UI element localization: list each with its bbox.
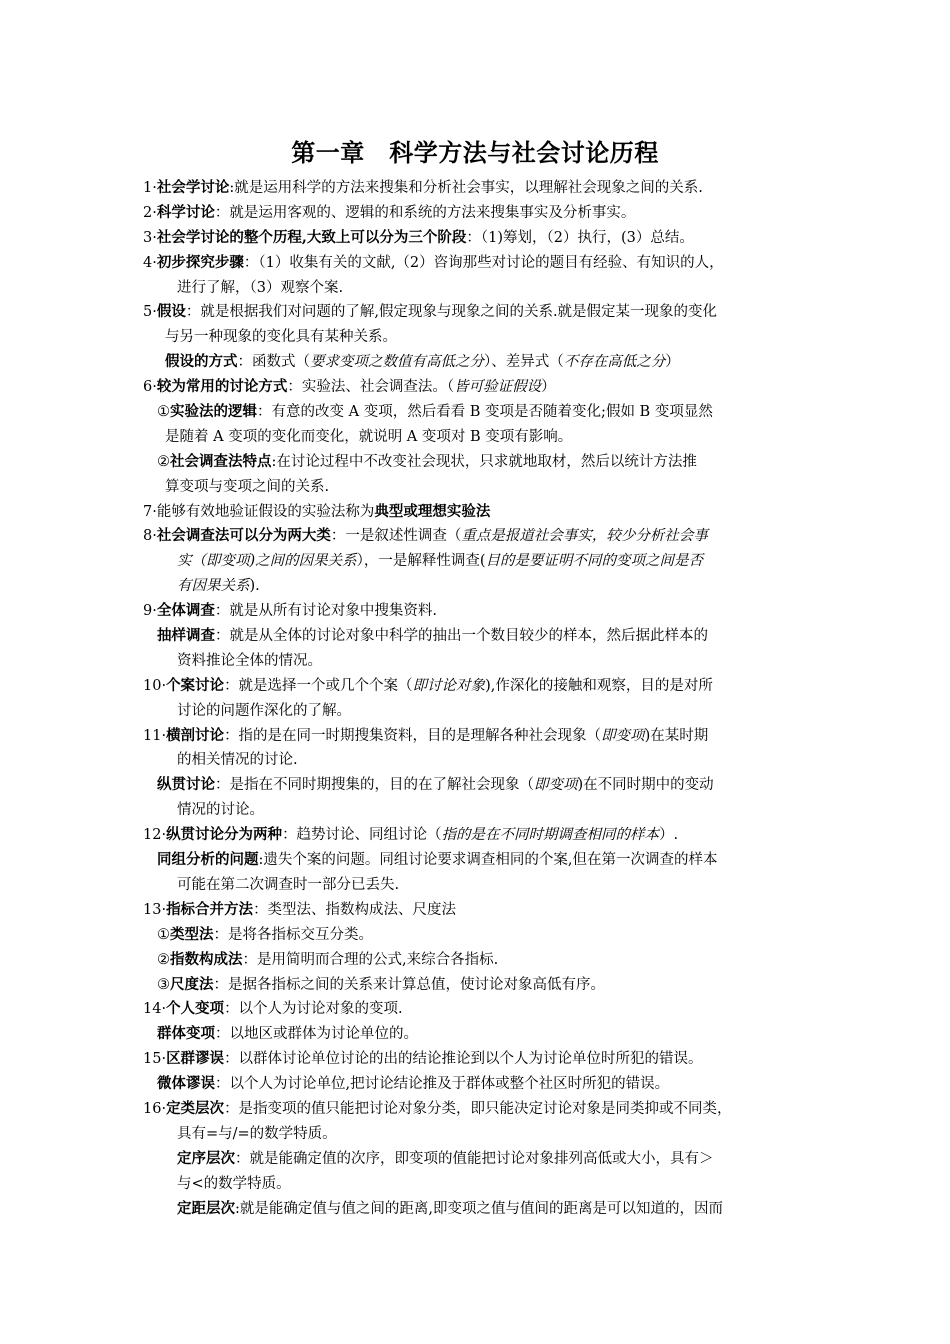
term-label: 指数构成法 <box>170 950 243 968</box>
text-line <box>143 450 823 475</box>
text-line <box>143 798 823 823</box>
text-span: ：实验法、社会调查法。（ <box>287 379 455 396</box>
text-span: ② <box>157 951 170 968</box>
text-span: )在某时期 <box>644 727 709 744</box>
text-line <box>143 425 823 450</box>
text-line <box>143 674 823 699</box>
note-text: 不存在高低之分 <box>563 354 666 371</box>
text-line <box>143 226 823 251</box>
text-line <box>143 1197 823 1222</box>
text-line <box>143 375 823 400</box>
note-text: 即讨论对象 <box>412 677 486 694</box>
text-span: 13· <box>143 901 167 918</box>
text-line <box>143 176 823 201</box>
term-label: 纵贯讨论分为两种 <box>166 826 283 844</box>
text-span: 7·能够有效地验证假设的实验法称为 <box>143 503 375 520</box>
text-line <box>143 773 823 798</box>
term-label: 定距层次 <box>177 1199 235 1217</box>
text-span: ：（1）收集有关的文献,（2）咨询那些对讨论的题目有经验、有知识的人， <box>243 254 724 271</box>
text-span: :就是运用科学的方法来搜集和分析社会事实，以理解社会现象之间的关系. <box>229 180 703 196</box>
text-span: ③ <box>157 976 170 993</box>
note-text: 实（即变项)之间的因果关系 <box>177 553 357 570</box>
note-text: 指的是在不同时期调查相同的样本 <box>441 827 660 844</box>
text-span: ：以地区或群体为讨论单位的。 <box>215 1026 418 1043</box>
note-text: 即变项 <box>601 727 645 744</box>
text-line <box>143 624 823 649</box>
term-label: 社会调查法特点 <box>170 452 272 470</box>
text-line <box>143 1097 823 1122</box>
text-span: 11· <box>143 727 167 744</box>
text-span: ① <box>157 404 170 421</box>
text-line <box>143 923 823 948</box>
text-span: ：以群体讨论单位讨论的出的结论推论到以个人为讨论单位时所犯的错误。 <box>224 1051 703 1068</box>
text-span: 14· <box>143 1001 167 1018</box>
term-label: 类型法 <box>170 925 214 943</box>
text-line <box>143 873 823 898</box>
text-span: ：以个人为讨论对象的变项. <box>224 1001 403 1018</box>
text-span: :遗失个案的问题。同组讨论要求调查相同的个案,但在第一次调查的样本 <box>258 852 718 869</box>
text-line <box>143 1022 823 1047</box>
text-span: ：类型法、指数构成法、尺度法 <box>253 901 457 918</box>
text-span: ：就是能确定值的次序，即变项的值能把讨论对象排列高低或大小，具有＞ <box>235 1150 714 1167</box>
text-line <box>143 848 823 873</box>
term-label: 科学讨论 <box>156 203 215 221</box>
text-span: ：是据各指标之间的关系来计算总值，使讨论对象高低有序。 <box>213 976 605 993</box>
text-span: 算变项与变项之间的关系. <box>165 478 330 495</box>
text-line <box>143 549 823 574</box>
text-span: ）、差异式（ <box>484 354 564 371</box>
text-span: 资料推论全体的情况。 <box>177 652 322 669</box>
text-line <box>143 350 823 375</box>
text-span: ：是将各指标交互分类。 <box>213 926 373 943</box>
text-span: ），一是解释性调查( <box>356 553 486 570</box>
text-span: ：是指在不同时期搜集的，目的在了解社会现象（ <box>215 777 534 794</box>
text-span: 与另一种现象的变化具有某种关系。 <box>165 329 397 346</box>
text-line <box>143 1047 823 1072</box>
text-line <box>143 251 823 276</box>
text-span: ：就是运用客观的、逻辑的和系统的方法来搜集事实及分析事实。 <box>214 204 636 221</box>
note-text: 目的是要证明不同的变项之间是否 <box>485 553 704 570</box>
document-body <box>143 176 823 1221</box>
term-label: 社会学讨论 <box>156 179 230 196</box>
note-text: 重点是报道社会事实，较少分析社会事 <box>461 528 708 545</box>
term-label: 横剖讨论 <box>166 726 225 744</box>
text-span: 具有=与/=的数学特质。 <box>177 1125 337 1142</box>
term-label: 社会学讨论的整个历程,大致上可以分为三个阶段 <box>156 228 467 246</box>
text-span: ：就是根据我们对问题的了解,假定现象与现象之间的关系.就是假定某一现象的变化 <box>185 304 718 321</box>
text-line <box>143 699 823 724</box>
text-line <box>143 748 823 773</box>
text-span: ：是用简明而合理的公式,来综合各指标. <box>242 951 499 968</box>
term-label: 假设 <box>156 303 186 321</box>
term-label: 纵贯讨论 <box>157 776 215 794</box>
text-span: ),作深化的接触和观察，目的是对所 <box>485 677 713 694</box>
text-span: 1· <box>143 180 157 196</box>
text-span: ）. <box>659 827 679 844</box>
text-span: 2· <box>143 204 157 221</box>
term-label: 群体变项 <box>157 1025 215 1043</box>
text-span: 3· <box>143 229 157 246</box>
text-span: 的相关情况的讨论. <box>177 752 298 769</box>
term-label: 全体调查 <box>156 602 215 620</box>
term-label: 区群谬误 <box>166 1050 225 1068</box>
text-line <box>143 948 823 973</box>
text-line <box>143 898 823 923</box>
text-line <box>143 1147 823 1172</box>
text-line <box>143 276 823 301</box>
note-text: 即变项 <box>534 777 578 794</box>
text-span: 12· <box>143 827 167 844</box>
text-line <box>143 524 823 549</box>
text-line <box>143 500 823 525</box>
text-line <box>143 201 823 226</box>
text-span: 是随着 A 变项的变化而变化，就说明 A 变项对 B 变项有影响。 <box>165 428 573 445</box>
text-span: ② <box>157 453 170 470</box>
text-span: 可能在第二次调查时一部分已丢失. <box>177 876 400 893</box>
text-line <box>143 1072 823 1097</box>
text-span: 16· <box>143 1100 167 1117</box>
text-line <box>143 1122 823 1147</box>
text-line <box>143 649 823 674</box>
text-span: 5· <box>143 304 157 321</box>
text-span: :在讨论过程中不改变社会现状，只求就地取材，然后以统计方法推 <box>271 453 697 470</box>
text-span: ） <box>541 379 556 396</box>
term-label: 尺度法 <box>170 975 214 993</box>
text-span: 10· <box>143 677 167 694</box>
text-span: 与<的数学特质。 <box>177 1175 291 1192</box>
term-label: 定类层次 <box>166 1099 225 1117</box>
term-label: 定序层次 <box>177 1149 235 1167</box>
chapter-title: 第一章 科学方法与社会讨论历程 <box>291 138 659 167</box>
text-line <box>143 973 823 998</box>
note-text: 要求变项之数值有高低之分 <box>310 354 484 371</box>
term-label: 初步探究步骤 <box>156 253 244 271</box>
text-span: ：趋势讨论、同组讨论（ <box>282 827 442 844</box>
term-label: 个人变项 <box>166 1000 225 1018</box>
term-label: 假设的方式 <box>165 353 238 371</box>
text-line <box>143 400 823 425</box>
note-text: 皆可验证假设 <box>454 379 542 396</box>
text-span: ：函数式（ <box>237 354 310 371</box>
term-label: 典型或理想实验法 <box>374 502 491 520</box>
term-label: 抽样调查 <box>157 627 215 645</box>
term-label: 较为常用的讨论方式 <box>156 378 288 396</box>
text-line <box>143 724 823 749</box>
term-label: 同组分析的问题 <box>157 851 259 869</box>
text-span: ：有意的改变 A 变项，然后看看 B 变项是否随着变化;假如 B 变项显然 <box>257 404 713 421</box>
text-line <box>143 300 823 325</box>
text-line <box>143 325 823 350</box>
text-span: )在不同时期中的变动 <box>577 777 714 794</box>
text-span: ：一是叙述性调查（ <box>330 528 462 545</box>
text-span: 4· <box>143 254 157 271</box>
text-span: 讨论的问题作深化的了解。 <box>177 702 351 719</box>
text-span: :就是能确定值与值之间的距离,即变项之值与值间的距离是可以知道的，因而 <box>235 1200 723 1217</box>
term-label: 实验法的逻辑 <box>170 403 257 421</box>
text-span: ：就是从全体的讨论对象中科学的抽出一个数目较少的样本，然后据此样本的 <box>215 628 708 645</box>
text-span: 进行了解，（3）观察个案. <box>177 279 344 296</box>
text-line <box>143 475 823 500</box>
note-text: 有因果关系 <box>177 578 250 595</box>
text-line <box>143 823 823 848</box>
text-span: 情况的讨论。 <box>177 802 264 819</box>
text-line <box>143 599 823 624</box>
text-span: ：（1)筹划，（2）执行，(3）总结。 <box>466 229 694 246</box>
text-span: ：就是从所有讨论对象中搜集资料. <box>214 603 437 620</box>
text-span: ). <box>249 578 260 595</box>
text-line <box>143 1172 823 1197</box>
text-span: ：就是选择一个或几个个案（ <box>224 677 413 694</box>
text-line <box>143 997 823 1022</box>
text-span: ① <box>157 926 170 943</box>
text-span: ：是指变项的值只能把讨论对象分类，即只能决定讨论对象是同类抑或不同类， <box>224 1100 732 1117</box>
term-label: 指标合并方法 <box>166 900 254 918</box>
text-span: 6· <box>143 379 157 396</box>
text-span: 9· <box>143 603 157 620</box>
term-label: 微体谬误 <box>157 1075 215 1093</box>
text-span: 15· <box>143 1051 167 1068</box>
term-label: 个案讨论 <box>166 676 225 694</box>
text-span: ） <box>665 354 680 371</box>
term-label: 社会调查法可以分为两大类 <box>156 527 331 545</box>
text-span: ：以个人为讨论单位,把讨论结论推及于群体或整个社区时所犯的错误。 <box>215 1076 670 1093</box>
text-span: 8· <box>143 528 157 545</box>
text-span: ：指的是在同一时期搜集资料，目的是理解各种社会现象（ <box>224 727 602 744</box>
text-line <box>143 574 823 599</box>
